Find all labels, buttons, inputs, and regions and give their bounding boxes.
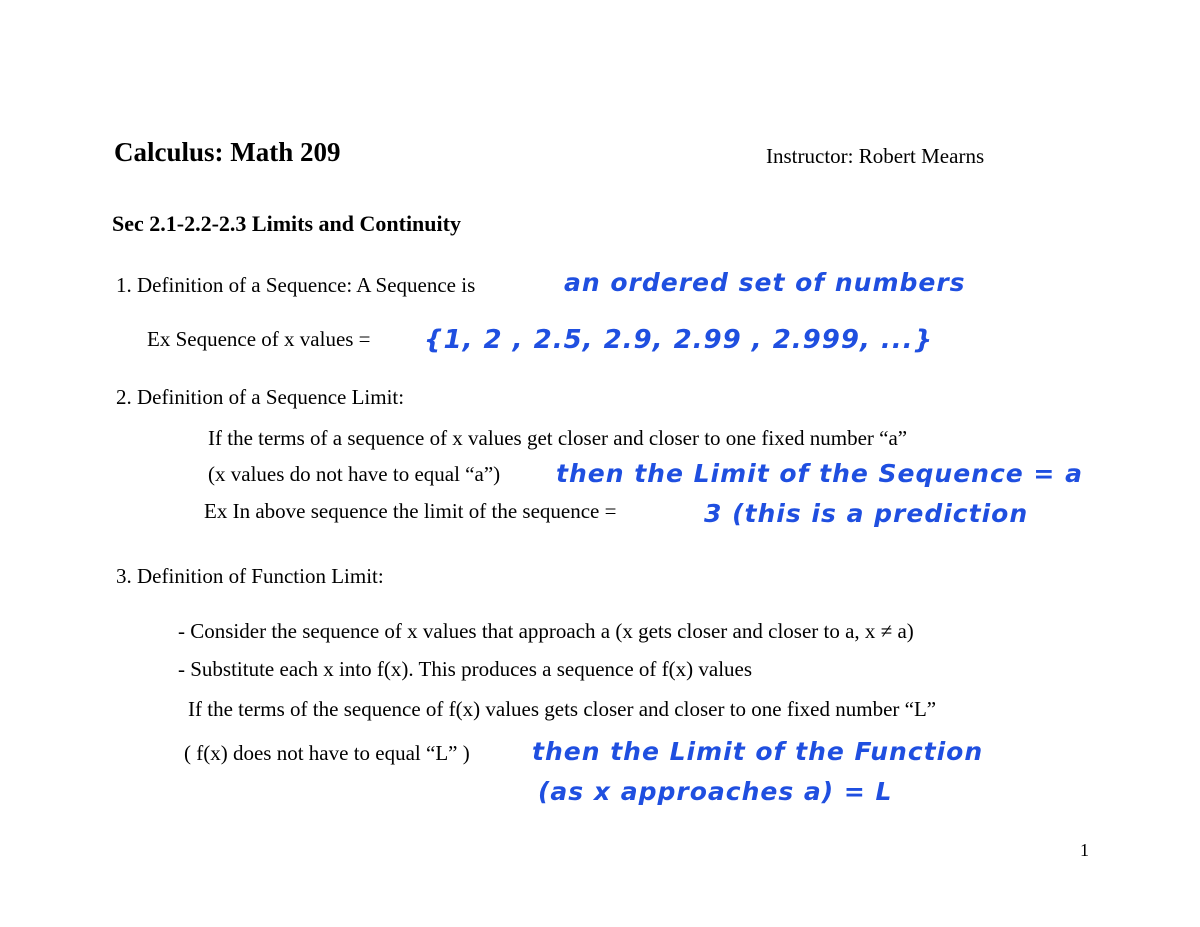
sequence-definition-handwritten: an ordered set of numbers <box>564 268 966 297</box>
sequence-definition-label: 1. Definition of a Sequence: A Sequence is <box>116 273 476 297</box>
sequence-limit-handwritten: then the Limit of the Sequence = a <box>556 459 1083 488</box>
page-number: 1 <box>1080 840 1089 860</box>
sequence-limit-line2: (x values do not have to equal “a”) <box>208 462 501 486</box>
function-limit-label: 3. Definition of Function Limit: <box>116 564 384 588</box>
section-title: Sec 2.1-2.2-2.3 Limits and Continuity <box>112 211 461 236</box>
function-limit-bullet1: - Consider the sequence of x values that approach a (x gets closer and closer to a, x ≠ a) <box>178 619 914 643</box>
sequence-limit-label: 2. Definition of a Sequence Limit: <box>116 385 405 409</box>
sequence-example-label: Ex Sequence of x values = <box>147 327 371 351</box>
sequence-example-handwritten: {1, 2 , 2.5, 2.9, 2.99 , 2.999, ...} <box>424 325 934 355</box>
instructor-name: Instructor: Robert Mearns <box>766 144 985 168</box>
function-limit-bullet2: - Substitute each x into f(x). This produces a sequence of f(x) values <box>178 657 753 681</box>
function-limit-handwritten-line1: then the Limit of the Function <box>532 737 984 766</box>
function-limit-handwritten-line2: (as x approaches a) = L <box>538 777 893 806</box>
sequence-limit-line1: If the terms of a sequence of x values get closer and closer to one fixed number “a” <box>208 426 908 450</box>
course-title: Calculus: Math 209 <box>114 137 341 167</box>
function-limit-line2: ( f(x) does not have to equal “L” ) <box>184 741 470 765</box>
function-limit-line1: If the terms of the sequence of f(x) values gets closer and closer to one fixed number “L” <box>188 697 937 721</box>
sequence-limit-example: Ex In above sequence the limit of the sequence = <box>204 499 617 523</box>
sequence-limit-example-handwritten: 3 (this is a prediction <box>704 499 1029 528</box>
